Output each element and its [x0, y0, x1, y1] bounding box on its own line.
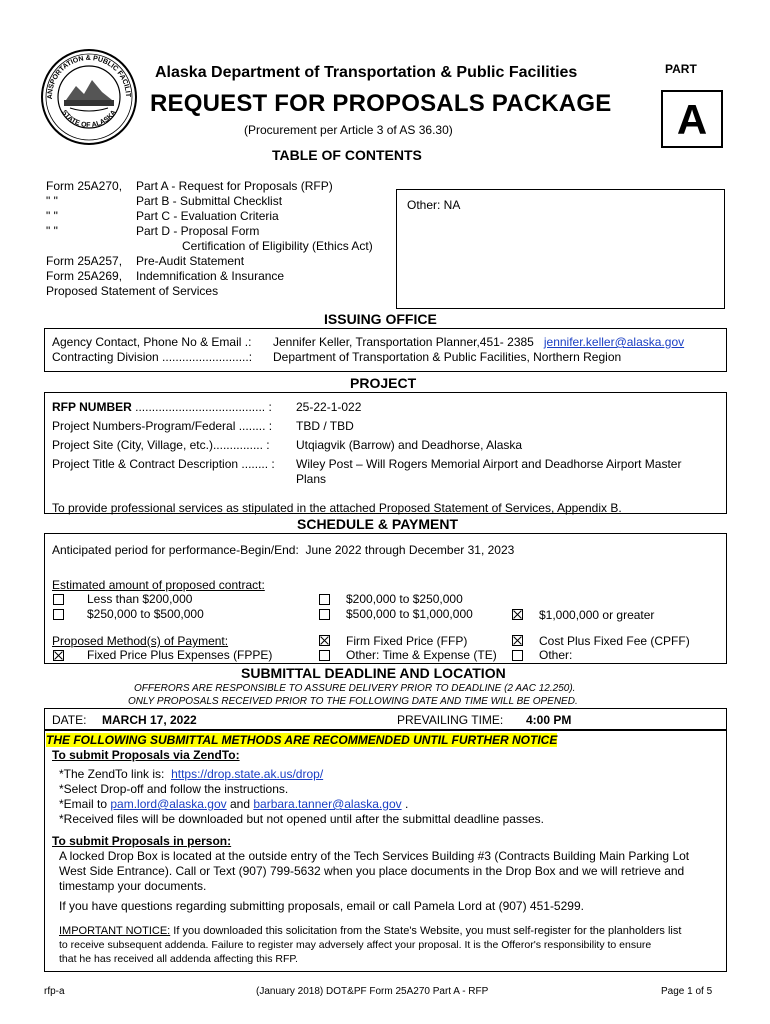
- method-ffp-label: Firm Fixed Price (FFP): [346, 634, 468, 648]
- amount-checkbox-less-200k[interactable]: [53, 594, 64, 605]
- agency-contact-value: [273, 335, 684, 349]
- notice-line-1-text: If you downloaded this solicitation from the State's Website, you must self-register for the planholders list: [170, 925, 682, 937]
- questions-line: If you have questions regarding submitting proposals, email or call Pamela Lord at (907) 451-5299.: [59, 899, 584, 913]
- toc-row: [46, 239, 373, 254]
- deadline-time-label: PREVAILING TIME:: [397, 713, 504, 727]
- zendto-line-3-text: *Email to: [59, 797, 108, 811]
- project-numbers-value: TBD / TBD: [296, 419, 354, 433]
- deadline-title: SUBMITTAL DEADLINE AND LOCATION: [241, 665, 506, 681]
- toc-form: [46, 239, 136, 254]
- amount-checkbox-250k-500k[interactable]: [53, 609, 64, 620]
- toc-form: Form 25A270,: [46, 179, 123, 193]
- method-te-label: Other: Time & Expense (TE): [346, 648, 497, 662]
- zendto-line-1: [59, 767, 323, 781]
- amount-500k-1m-label: $500,000 to $1,000,000: [346, 607, 473, 621]
- notice-line-1: [59, 925, 681, 937]
- svg-text:STATE OF ALASKA: STATE OF ALASKA: [60, 109, 118, 130]
- toc-form: Form 25A269,: [46, 269, 123, 283]
- method-fppe-label: Fixed Price Plus Expenses (FPPE): [87, 648, 273, 662]
- toc-part: Pre-Audit Statement: [136, 254, 245, 268]
- contracting-division-value: Department of Transportation & Public Facilities, Northern Region: [273, 350, 622, 364]
- project-numbers-label: Project Numbers-Program/Federal ........ :: [52, 419, 273, 433]
- submittal-methods-box: [44, 730, 727, 972]
- amount-1m-plus-label: $1,000,000 or greater: [539, 608, 655, 622]
- notice-line-2: to receive subsequent addenda. Failure to register may adversely affect your proposal. It is the Offeror's responsibility to ensure: [59, 939, 652, 951]
- toc-row: [46, 194, 373, 209]
- toc-part: Certification of Eligibility (Ethics Act): [182, 239, 373, 253]
- rfp-number-value: 25-22-1-022: [296, 400, 362, 414]
- method-checkbox-fppe[interactable]: [53, 650, 64, 661]
- toc-row: [46, 209, 373, 224]
- toc-part: Part D - Proposal Form: [136, 224, 260, 238]
- deadline-note-1: OFFERORS ARE RESPONSIBLE TO ASSURE DELIVERY PRIOR TO DEADLINE (2 AAC 12.250).: [134, 683, 576, 694]
- agency-contact-email[interactable]: jennifer.keller@alaska.gov: [543, 335, 685, 349]
- payment-method-label: Proposed Method(s) of Payment:: [52, 634, 229, 648]
- deadline-date-label: DATE:: [52, 713, 87, 727]
- agency-contact-name: Jennifer Keller, Transportation Planner,451- 2385: [273, 335, 534, 349]
- toc-row: [46, 179, 373, 194]
- amount-checkbox-1m-plus[interactable]: [512, 609, 523, 620]
- zendto-and: and: [229, 797, 250, 811]
- submittal-highlight: THE FOLLOWING SUBMITTAL METHODS ARE RECOMMENDED UNTIL FURTHER NOTICE: [46, 733, 558, 747]
- toc-part: Part C - Evaluation Criteria: [136, 209, 279, 223]
- toc-part: Part A - Request for Proposals (RFP): [136, 179, 333, 193]
- period-label-text: Anticipated period for performance-Begin/End:: [52, 543, 299, 557]
- amount-200k-250k-label: $200,000 to $250,000: [346, 592, 463, 606]
- toc-part: Part B - Submittal Checklist: [136, 194, 283, 208]
- method-checkbox-cpff[interactable]: [512, 635, 523, 646]
- email-barbara-tanner[interactable]: barbara.tanner@alaska.gov: [253, 797, 402, 811]
- footer-left: rfp-a: [44, 986, 65, 997]
- zendto-line-2: *Select Drop-off and follow the instructions.: [59, 782, 289, 796]
- method-cpff-label: Cost Plus Fixed Fee (CPFF): [539, 634, 690, 648]
- method-checkbox-other[interactable]: [512, 650, 523, 661]
- deadline-time-value: 4:00 PM: [526, 713, 572, 727]
- amount-checkbox-200k-250k[interactable]: [319, 594, 330, 605]
- toc-other-box: [396, 189, 725, 309]
- in-person-line-2: West Side Entrance). Call or Text (907) 799-5632 when you place documents in the Drop Box and we will retrieve and: [59, 864, 685, 878]
- toc-form: Proposed Statement of Services: [46, 284, 219, 298]
- toc-form: Form 25A257,: [46, 254, 123, 268]
- schedule-title: SCHEDULE & PAYMENT: [297, 516, 459, 532]
- toc-list: [46, 179, 373, 299]
- amount-checkbox-500k-1m[interactable]: [319, 609, 330, 620]
- toc-form: " ": [46, 209, 58, 223]
- footer-center: (January 2018) DOT&PF Form 25A270 Part A - RFP: [256, 986, 489, 997]
- zendto-link[interactable]: https://drop.state.ak.us/drop/: [171, 767, 324, 781]
- toc-row: [46, 224, 373, 239]
- zendto-line-1-text: *The ZendTo link is:: [59, 767, 165, 781]
- schedule-box: [44, 533, 727, 664]
- notice-label: IMPORTANT NOTICE:: [59, 925, 171, 937]
- project-box: [44, 392, 727, 514]
- amount-250k-500k-label: $250,000 to $500,000: [87, 607, 204, 621]
- in-person-heading: To submit Proposals in person:: [52, 834, 232, 848]
- document-subtitle: (Procurement per Article 3 of AS 36.30): [244, 123, 453, 137]
- project-site-value: Utqiagvik (Barrow) and Deadhorse, Alaska: [296, 438, 523, 452]
- email-pam-lord[interactable]: pam.lord@alaska.gov: [110, 797, 227, 811]
- toc-other-text: Other: NA: [407, 198, 461, 212]
- rfp-number-label: [52, 400, 272, 414]
- rfp-number-dots: ....................................... :: [131, 400, 272, 414]
- in-person-line-1: A locked Drop Box is located at the outside entry of the Tech Services Building #3 (Contracts Building Main Parking Lot: [59, 849, 690, 863]
- footer-page-number: Page 1 of 5: [661, 986, 713, 997]
- contracting-division-label: Contracting Division ..........................:: [52, 350, 253, 364]
- zendto-line-4: *Received files will be downloaded but not opened until after the submittal deadline passes.: [59, 812, 544, 826]
- toc-row: [46, 254, 373, 269]
- state-seal: [40, 48, 138, 146]
- zendto-period: .: [404, 797, 409, 811]
- notice-line-3: that he has received all addenda affecting this RFP.: [59, 953, 298, 965]
- deadline-date-box: [44, 708, 727, 730]
- project-statement: To provide professional services as stipulated in the attached Proposed Statement of Services, Appendix B.: [52, 501, 622, 515]
- project-title: PROJECT: [350, 375, 417, 391]
- issuing-office-box: [44, 328, 727, 372]
- department-name: Alaska Department of Transportation & Public Facilities: [155, 64, 578, 81]
- toc-title: TABLE OF CONTENTS: [272, 147, 422, 163]
- method-checkbox-te[interactable]: [319, 650, 330, 661]
- part-label: PART: [665, 62, 697, 76]
- method-checkbox-ffp[interactable]: [319, 635, 330, 646]
- period-value: June 2022 through December 31, 2023: [305, 543, 515, 557]
- deadline-date-value: MARCH 17, 2022: [102, 713, 197, 727]
- svg-text:TRANSPORTATION & PUBLIC FACILI: ANSPORTATION & PUBLIC FACILIT: [46, 54, 132, 100]
- method-other-label: Other:: [539, 648, 573, 662]
- agency-contact-label: Agency Contact, Phone No & Email .:: [52, 335, 252, 349]
- project-title-value-2: Plans: [296, 472, 327, 486]
- part-letter-box: A: [661, 90, 723, 148]
- project-title-value-1: Wiley Post – Will Rogers Memorial Airport and Deadhorse Airport Master: [296, 457, 682, 471]
- rfp-number-label-text: RFP NUMBER: [52, 400, 132, 414]
- period-label: [52, 543, 514, 557]
- zendto-heading: To submit Proposals via ZendTo:: [52, 748, 240, 762]
- zendto-line-3: [59, 797, 408, 811]
- toc-row: [46, 284, 373, 299]
- amount-less-200k-label: Less than $200,000: [87, 592, 193, 606]
- toc-row: [46, 269, 373, 284]
- toc-form: " ": [46, 224, 58, 238]
- toc-form: " ": [46, 194, 58, 208]
- project-site-label: Project Site (City, Village, etc.)............... :: [52, 438, 270, 452]
- in-person-line-3: timestamp your documents.: [59, 879, 207, 893]
- document-title: REQUEST FOR PROPOSALS PACKAGE: [150, 90, 612, 117]
- deadline-note-2: ONLY PROPOSALS RECEIVED PRIOR TO THE FOLLOWING DATE AND TIME WILL BE OPENED.: [128, 696, 578, 707]
- issuing-office-title: ISSUING OFFICE: [324, 311, 437, 327]
- project-title-label: Project Title & Contract Description ........ :: [52, 457, 275, 471]
- estimate-label: Estimated amount of proposed contract:: [52, 578, 265, 592]
- toc-part: Indemnification & Insurance: [136, 269, 285, 283]
